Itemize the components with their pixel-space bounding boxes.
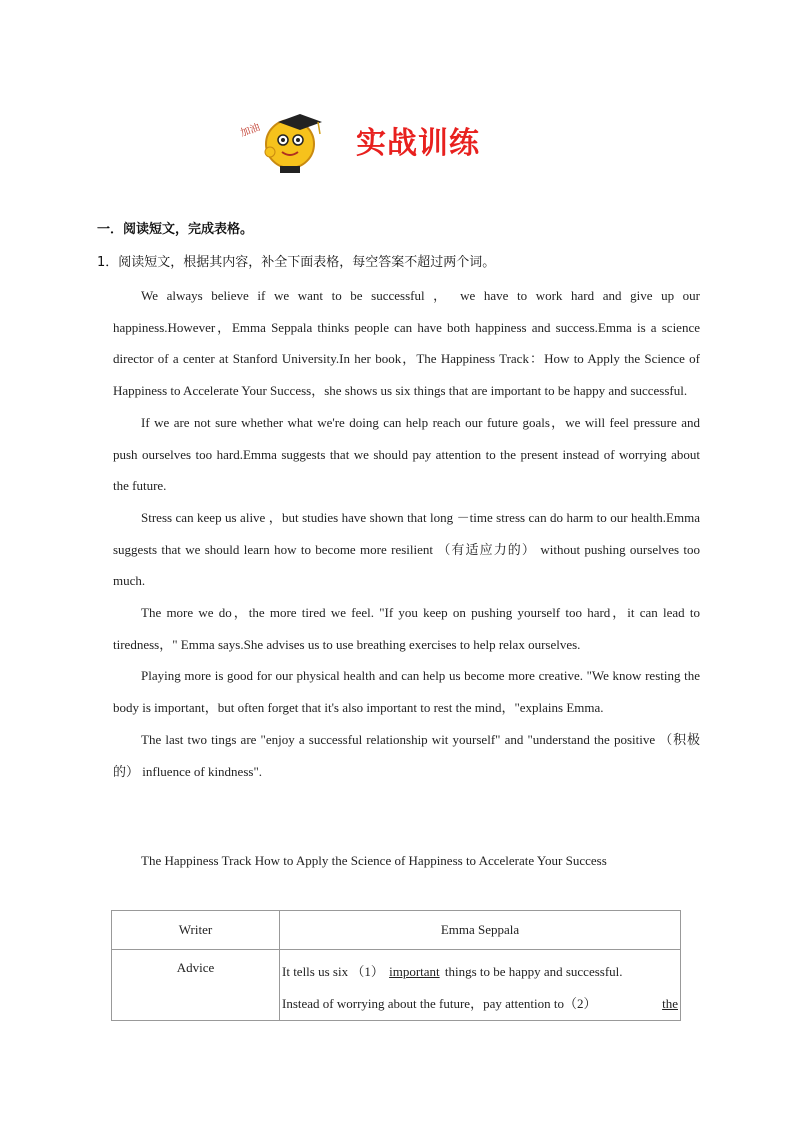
section-heading: 一．阅读短文，完成表格。	[97, 222, 254, 237]
advice-label: Advice	[112, 950, 280, 1021]
answer-blank-1[interactable]: important	[389, 964, 440, 979]
passage-paragraph: Playing more is good for our physical health and can help us become more creative. "We know resting the body is important，but often forget that it's also important to rest the mind，"explains Emma.	[113, 668, 700, 716]
advice-text: It tells us six （1）	[282, 964, 388, 979]
table-title: The Happiness Track How to Apply the Science of Happiness to Accelerate Your Success	[141, 853, 607, 868]
mascot-jiayou-text: 加油	[239, 122, 262, 140]
answer-table	[111, 910, 681, 1021]
advice-text: things to be happy and successful.	[441, 964, 623, 979]
passage-paragraph: The more we do，the more tired we feel. "If you keep on pushing yourself too hard，it can lead to tiredness，" Emma says.She advises us to use breathing exercises to help relax ourselves.	[113, 605, 700, 652]
passage-paragraph: If we are not sure whether what we're doing can help reach our future goals，we will feel pressure and push ourselves too hard.Emma suggests that we should pay attention to the present instead of worrying about the future.	[113, 414, 700, 494]
advice-text: Instead of worrying about the future，pay attention to（2）	[282, 996, 597, 1011]
passage-paragraph: The last two tings are "enjoy a successful relationship wit yourself" and "understand the positive （积极的） influence of kindness".	[113, 731, 700, 779]
page-title: 实战训练	[356, 126, 480, 161]
passage-paragraph: Stress can keep us alive ，but studies have shown that long －time stress can do harm to our health.Emma suggests that we should learn how to become more resilient （有适应力的） without pushing ourselves too much.	[113, 509, 700, 589]
advice-line-2	[282, 988, 680, 1020]
table-row	[112, 950, 681, 1021]
passage-paragraph: We always believe if we want to be successful ， we have to work hard and give up our happiness.However，Emma Seppala thinks people can have both happiness and success.Emma is a science director of a center at Stanford University.In her book，The Happiness Track：How to Apply the Science of Happiness to Accelerate Your Success，she shows us six things that are important to be happy and successful.	[113, 288, 700, 399]
writer-value: Emma Seppala	[280, 911, 681, 950]
page-header	[238, 108, 558, 174]
mascot-graduate-icon	[238, 108, 338, 174]
answer-blank-2[interactable]: the	[662, 996, 678, 1011]
reading-passage	[113, 280, 700, 787]
advice-cell	[280, 950, 681, 1021]
writer-label: Writer	[112, 911, 280, 950]
table-row	[112, 911, 681, 950]
question-instruction: 1．阅读短文，根据其内容，补全下面表格，每空答案不超过两个词。	[97, 255, 496, 270]
advice-line-1	[282, 956, 680, 988]
